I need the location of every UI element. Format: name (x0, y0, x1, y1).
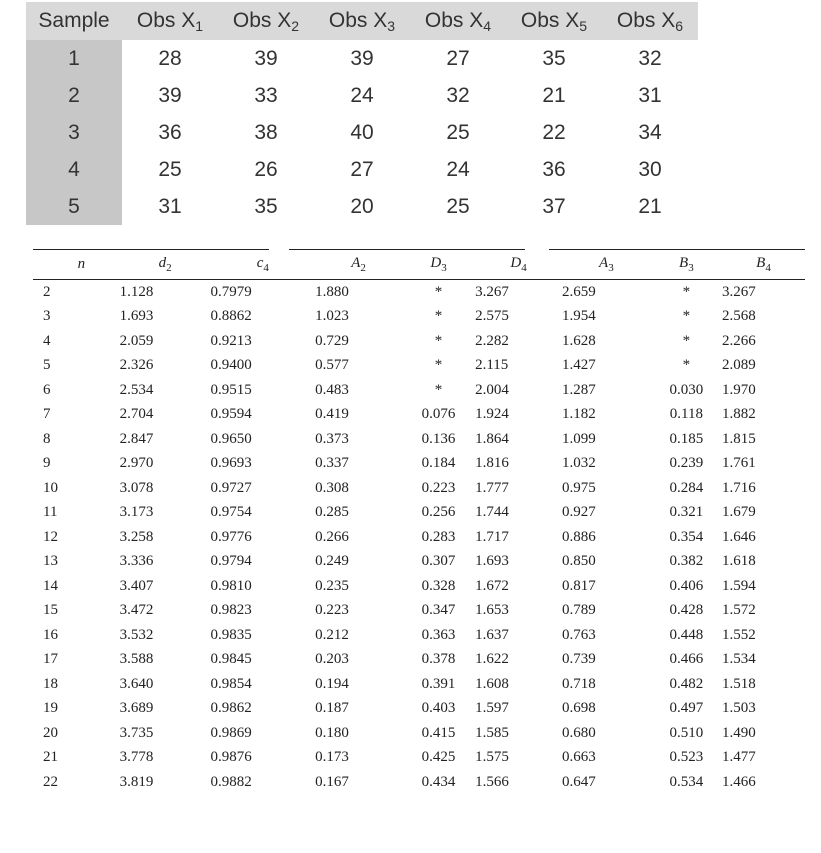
observation-row (26, 114, 698, 151)
cell-a2: 0.249 (315, 553, 349, 570)
constants-row (33, 329, 805, 354)
cell-b3: 0.284 (669, 479, 704, 496)
cell-b4: 1.594 (721, 577, 756, 594)
cell-d3: 0.347 (421, 602, 456, 619)
obs-x6-cell: 34 (602, 114, 698, 151)
cell-d3: 0.256 (421, 504, 456, 521)
cell-n: 21 (43, 749, 58, 766)
cell-b3: 0.510 (669, 724, 704, 741)
header-symbol: B (679, 254, 689, 271)
cell-c4: 0.9845 (210, 651, 252, 668)
obs-x3-cell: 24 (314, 77, 410, 114)
header-subscript: 4 (765, 261, 771, 274)
header-symbol: A (599, 254, 609, 271)
cell-b4: 1.552 (721, 626, 756, 643)
cell-a3: 0.663 (561, 749, 596, 766)
cell-d2: 2.847 (119, 430, 154, 447)
cell-a3: 0.927 (561, 504, 596, 521)
cell-d3: 0.136 (421, 430, 456, 447)
cell-n: 17 (43, 651, 58, 668)
obs-x4-cell: 27 (410, 40, 506, 77)
sample-number: 5 (26, 188, 122, 225)
cell-d2: 2.534 (119, 381, 154, 398)
header-symbol: n (77, 255, 86, 272)
cell-d3: * (434, 283, 443, 300)
cell-a2: 0.180 (315, 724, 349, 741)
cell-d2: 3.407 (119, 577, 154, 594)
cell-b4: 1.618 (721, 553, 756, 570)
cell-c4: 0.9693 (210, 455, 252, 472)
cell-d3: 0.415 (421, 724, 456, 741)
cell-c4: 0.9776 (210, 528, 252, 545)
cell-d4: 1.717 (475, 528, 509, 545)
header-subscript: 3 (688, 261, 694, 274)
cell-c4: 0.9823 (210, 602, 252, 619)
cell-a2: 1.023 (315, 308, 349, 325)
header-d3 (402, 249, 475, 280)
cell-b3: 0.382 (669, 553, 704, 570)
cell-a3: 1.032 (561, 455, 596, 472)
cell-d4: 1.777 (475, 479, 509, 496)
cell-n: 2 (43, 283, 51, 300)
header-subscript: 2 (166, 261, 172, 274)
obs-x4-cell: 24 (410, 151, 506, 188)
cell-b4: 2.266 (721, 332, 756, 349)
cell-a3: 1.427 (561, 357, 596, 374)
cell-a2: 0.419 (315, 406, 349, 423)
obs-x1-cell: 36 (122, 114, 218, 151)
constants-row (33, 746, 805, 771)
constants-row (33, 672, 805, 697)
cell-d2: 2.326 (119, 357, 154, 374)
cell-n: 14 (43, 577, 58, 594)
cell-n: 8 (43, 430, 51, 447)
cell-a3: 0.850 (561, 553, 596, 570)
cell-n: 12 (43, 528, 58, 545)
sample-number: 2 (26, 77, 122, 114)
cell-b4: 1.882 (721, 406, 756, 423)
cell-c4: 0.9754 (210, 504, 252, 521)
constants-row (33, 550, 805, 575)
cell-a2: 1.880 (315, 283, 349, 300)
cell-d3: 0.391 (421, 675, 456, 692)
cell-d3: 0.378 (421, 651, 456, 668)
obs-x3-cell: 39 (314, 40, 410, 77)
cell-d2: 3.258 (119, 528, 154, 545)
cell-c4: 0.9213 (210, 332, 252, 349)
cell-a3: 0.886 (561, 528, 596, 545)
sample-column-header: Sample (26, 2, 122, 40)
cell-c4: 0.9869 (210, 724, 252, 741)
obs-x3-cell: 20 (314, 188, 410, 225)
cell-a2: 0.308 (315, 479, 349, 496)
cell-c4: 0.9882 (210, 773, 252, 790)
cell-b3: 0.354 (669, 528, 704, 545)
obs-x6-cell: 30 (602, 151, 698, 188)
cell-a3: 0.739 (561, 651, 596, 668)
cell-a3: 0.698 (561, 700, 596, 717)
cell-a2: 0.173 (315, 749, 349, 766)
constants-row (33, 280, 805, 305)
cell-a3: 0.817 (561, 577, 596, 594)
header-symbol: c (256, 254, 264, 271)
header-b3 (651, 249, 722, 280)
constants-row (33, 648, 805, 673)
cell-n: 18 (43, 675, 58, 692)
cell-a3: 1.182 (561, 406, 596, 423)
observation-row (26, 151, 698, 188)
cell-n: 22 (43, 773, 58, 790)
obs-x4-cell: 25 (410, 188, 506, 225)
cell-a2: 0.235 (315, 577, 349, 594)
cell-d3: 0.328 (421, 577, 456, 594)
constants-header-row (33, 249, 805, 280)
header-c4 (210, 249, 315, 280)
constants-row (33, 770, 805, 795)
obs-x6-cell: 31 (602, 77, 698, 114)
cell-d4: 1.924 (475, 406, 509, 423)
cell-d2: 2.059 (119, 332, 154, 349)
cell-d2: 3.640 (119, 675, 154, 692)
cell-b4: 1.572 (721, 602, 756, 619)
cell-b3: 0.239 (669, 455, 704, 472)
constants-row (33, 721, 805, 746)
cell-d2: 3.078 (119, 479, 154, 496)
cell-d4: 1.816 (475, 455, 509, 472)
cell-a3: 1.287 (561, 381, 596, 398)
obs-x1-cell: 39 (122, 77, 218, 114)
cell-d2: 1.128 (119, 283, 154, 300)
cell-b4: 2.089 (721, 357, 756, 374)
obs-x3-header: Obs $X_3$ (314, 2, 410, 40)
cell-d4: 3.267 (475, 283, 509, 300)
obs-x5-cell: 22 (506, 114, 602, 151)
cell-b4: 1.646 (721, 528, 756, 545)
header-b4 (722, 249, 805, 280)
obs-x1-cell: 31 (122, 188, 218, 225)
cell-d2: 2.704 (119, 406, 154, 423)
header-subscript: 4 (263, 261, 269, 274)
cell-a3: 0.975 (561, 479, 596, 496)
cell-d3: * (434, 381, 443, 398)
constants-row (33, 623, 805, 648)
cell-d3: 0.307 (421, 553, 456, 570)
constants-row (33, 574, 805, 599)
cell-d4: 1.672 (475, 577, 509, 594)
cell-a2: 0.337 (315, 455, 349, 472)
cell-a2: 0.203 (315, 651, 349, 668)
cell-c4: 0.9727 (210, 479, 252, 496)
cell-b4: 1.815 (721, 430, 756, 447)
obs-x1-cell: 25 (122, 151, 218, 188)
cell-d4: 1.566 (475, 773, 509, 790)
obs-x1-header: Obs $X_1$ (122, 2, 218, 40)
cell-d2: 2.970 (119, 455, 154, 472)
cell-b3: * (682, 283, 691, 300)
cell-d4: 2.115 (475, 357, 509, 374)
cell-a2: 0.266 (315, 528, 349, 545)
cell-d2: 3.532 (119, 626, 154, 643)
cell-d2: 3.472 (119, 602, 154, 619)
cell-a2: 0.167 (315, 773, 349, 790)
obs-x2-cell: 39 (218, 40, 314, 77)
cell-b3: * (682, 332, 691, 349)
cell-a2: 0.373 (315, 430, 349, 447)
cell-a2: 0.194 (315, 675, 349, 692)
cell-b3: 0.523 (669, 749, 704, 766)
cell-d4: 1.585 (475, 724, 509, 741)
cell-d3: * (434, 308, 443, 325)
cell-d2: 3.819 (119, 773, 154, 790)
sample-number: 1 (26, 40, 122, 77)
cell-b3: 0.482 (669, 675, 704, 692)
constants-row (33, 697, 805, 722)
cell-a3: 0.647 (561, 773, 596, 790)
cell-d3: 0.403 (421, 700, 456, 717)
obs-x5-cell: 36 (506, 151, 602, 188)
cell-a3: 1.099 (561, 430, 596, 447)
cell-b3: 0.448 (669, 626, 704, 643)
cell-d4: 1.597 (475, 700, 509, 717)
cell-c4: 0.9876 (210, 749, 252, 766)
cell-n: 11 (43, 504, 58, 521)
observation-row (26, 188, 698, 225)
header-d2 (120, 249, 211, 280)
cell-n: 9 (43, 455, 51, 472)
cell-d4: 2.575 (475, 308, 509, 325)
cell-d2: 3.588 (119, 651, 154, 668)
cell-b4: 1.477 (721, 749, 756, 766)
sample-number: 4 (26, 151, 122, 188)
cell-n: 20 (43, 724, 58, 741)
cell-c4: 0.9854 (210, 675, 252, 692)
header-n (33, 249, 120, 280)
header-symbol: D (430, 254, 442, 271)
cell-n: 5 (43, 357, 51, 374)
cell-d4: 1.575 (475, 749, 509, 766)
cell-a3: 1.628 (561, 332, 596, 349)
header-symbol: D (510, 254, 522, 271)
cell-a2: 0.212 (315, 626, 349, 643)
header-subscript: 4 (521, 261, 527, 274)
constants-row (33, 501, 805, 526)
header-subscript: 2 (360, 261, 366, 274)
cell-n: 15 (43, 602, 58, 619)
cell-n: 16 (43, 626, 58, 643)
cell-b3: 0.185 (669, 430, 704, 447)
cell-b4: 1.490 (721, 724, 756, 741)
constants-row (33, 378, 805, 403)
cell-n: 10 (43, 479, 58, 496)
cell-c4: 0.9835 (210, 626, 252, 643)
cell-a2: 0.187 (315, 700, 349, 717)
cell-b4: 3.267 (721, 283, 756, 300)
cell-b3: 0.321 (669, 504, 704, 521)
constants-row (33, 476, 805, 501)
cell-d4: 1.622 (475, 651, 509, 668)
constants-row (33, 305, 805, 330)
cell-b3: * (682, 308, 691, 325)
cell-d4: 2.282 (475, 332, 509, 349)
cell-n: 13 (43, 553, 58, 570)
cell-d2: 3.735 (119, 724, 154, 741)
header-symbol: B (756, 254, 766, 271)
obs-x5-cell: 37 (506, 188, 602, 225)
obs-x4-cell: 32 (410, 77, 506, 114)
cell-d4: 1.744 (475, 504, 509, 521)
obs-x4-cell: 25 (410, 114, 506, 151)
cell-a3: 0.718 (561, 675, 596, 692)
cell-b3: 0.534 (669, 773, 704, 790)
cell-c4: 0.9862 (210, 700, 252, 717)
cell-c4: 0.9810 (210, 577, 252, 594)
cell-d3: 0.425 (421, 749, 456, 766)
cell-a2: 0.729 (315, 332, 349, 349)
observations-table (26, 2, 698, 225)
obs-x6-cell: 32 (602, 40, 698, 77)
constants-row (33, 452, 805, 477)
cell-a2: 0.223 (315, 602, 349, 619)
header-subscript: 3 (441, 261, 447, 274)
cell-c4: 0.8862 (210, 308, 252, 325)
control-constants-section (33, 249, 805, 795)
obs-x1-cell: 28 (122, 40, 218, 77)
cell-n: 7 (43, 406, 51, 423)
cell-b3: 0.406 (669, 577, 704, 594)
observation-row (26, 77, 698, 114)
obs-x5-header: Obs $X_5$ (506, 2, 602, 40)
header-symbol: A (351, 254, 361, 271)
observations-header-row (26, 2, 698, 40)
cell-a3: 0.789 (561, 602, 596, 619)
cell-a3: 1.954 (561, 308, 596, 325)
cell-b4: 1.679 (721, 504, 756, 521)
cell-a2: 0.285 (315, 504, 349, 521)
constants-row (33, 525, 805, 550)
cell-b4: 1.503 (721, 700, 756, 717)
cell-b4: 1.534 (721, 651, 756, 668)
cell-d4: 1.637 (475, 626, 509, 643)
obs-x6-header: Obs $X_6$ (602, 2, 698, 40)
cell-b3: 0.118 (669, 406, 703, 423)
cell-d3: 0.076 (421, 406, 456, 423)
control-constants-table (33, 249, 805, 795)
cell-d3: 0.434 (421, 773, 456, 790)
obs-x5-cell: 35 (506, 40, 602, 77)
cell-c4: 0.9650 (210, 430, 252, 447)
cell-a2: 0.483 (315, 381, 349, 398)
constants-row (33, 403, 805, 428)
cell-d2: 3.778 (119, 749, 154, 766)
cell-n: 6 (43, 381, 51, 398)
obs-x2-cell: 38 (218, 114, 314, 151)
obs-x5-cell: 21 (506, 77, 602, 114)
cell-b4: 1.970 (721, 381, 756, 398)
obs-x2-cell: 35 (218, 188, 314, 225)
cell-b3: 0.428 (669, 602, 704, 619)
cell-b3: * (682, 357, 691, 374)
constants-row (33, 354, 805, 379)
cell-d2: 3.173 (119, 504, 154, 521)
cell-b4: 2.568 (721, 308, 756, 325)
header-d4 (475, 249, 562, 280)
obs-x2-cell: 26 (218, 151, 314, 188)
cell-b3: 0.466 (669, 651, 704, 668)
constants-row (33, 427, 805, 452)
cell-b4: 1.518 (721, 675, 756, 692)
obs-x2-header: Obs $X_2$ (218, 2, 314, 40)
cell-d3: * (434, 357, 443, 374)
obs-x6-cell: 21 (602, 188, 698, 225)
cell-d3: * (434, 332, 443, 349)
cell-d3: 0.363 (421, 626, 456, 643)
cell-d3: 0.184 (421, 455, 456, 472)
cell-d4: 1.693 (475, 553, 509, 570)
cell-d2: 3.689 (119, 700, 154, 717)
cell-d4: 1.653 (475, 602, 509, 619)
cell-n: 4 (43, 332, 51, 349)
cell-a3: 2.659 (561, 283, 596, 300)
cell-d2: 1.693 (119, 308, 154, 325)
sample-number: 3 (26, 114, 122, 151)
cell-c4: 0.9515 (210, 381, 252, 398)
cell-a3: 0.680 (561, 724, 596, 741)
header-a3 (562, 249, 651, 280)
cell-d4: 1.608 (475, 675, 509, 692)
cell-c4: 0.9400 (210, 357, 252, 374)
header-a2 (315, 249, 402, 280)
obs-x3-cell: 27 (314, 151, 410, 188)
cell-d4: 2.004 (475, 381, 509, 398)
cell-a2: 0.577 (315, 357, 349, 374)
cell-n: 19 (43, 700, 58, 717)
cell-d4: 1.864 (475, 430, 509, 447)
cell-d3: 0.283 (421, 528, 456, 545)
cell-d2: 3.336 (119, 553, 154, 570)
cell-c4: 0.9594 (210, 406, 252, 423)
obs-x4-header: Obs $X_4$ (410, 2, 506, 40)
obs-x3-cell: 40 (314, 114, 410, 151)
cell-b4: 1.466 (721, 773, 756, 790)
cell-c4: 0.9794 (210, 553, 252, 570)
observation-row (26, 40, 698, 77)
cell-a3: 0.763 (561, 626, 596, 643)
cell-n: 3 (43, 308, 51, 325)
cell-b3: 0.497 (669, 700, 704, 717)
cell-c4: 0.7979 (210, 283, 252, 300)
obs-x2-cell: 33 (218, 77, 314, 114)
constants-row (33, 599, 805, 624)
cell-b3: 0.030 (669, 381, 704, 398)
cell-b4: 1.761 (721, 455, 756, 472)
cell-b4: 1.716 (721, 479, 756, 496)
header-symbol: d (158, 254, 167, 271)
header-subscript: 3 (608, 261, 614, 274)
cell-d3: 0.223 (421, 479, 456, 496)
